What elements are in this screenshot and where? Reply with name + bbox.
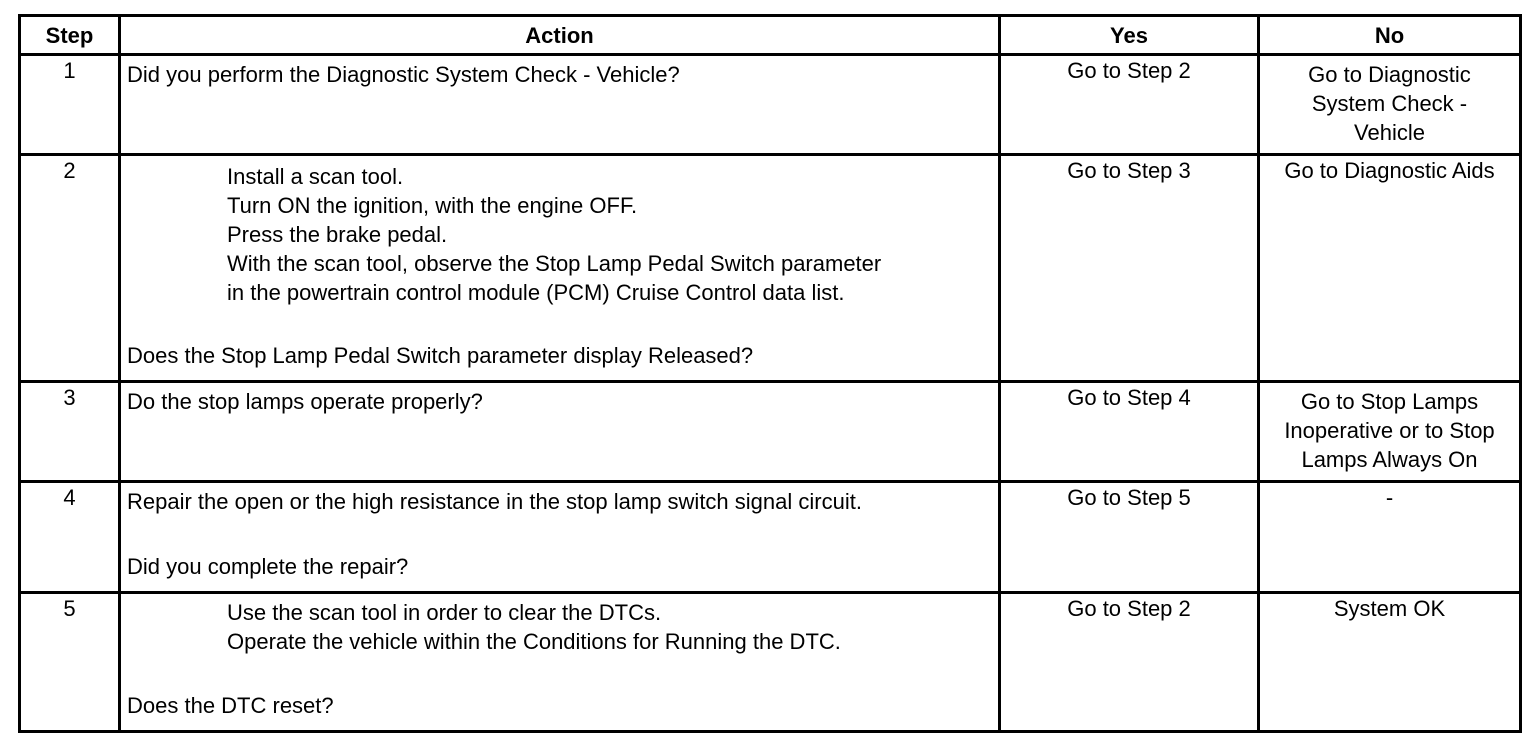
action-cell [120,55,1000,155]
no-cell [1259,155,1521,382]
no-line: Inoperative or to Stop [1284,418,1495,443]
no-cell [1259,593,1521,732]
table-row [20,55,1521,155]
action-cell [120,482,1000,593]
step-number: 5 [20,593,120,732]
instruction-item: Turn ON the ignition, with the engine OFF. [227,193,638,218]
action-cell [120,155,1000,382]
yes-cell: Go to Step 3 [1000,155,1259,382]
action-cell [120,593,1000,732]
header-action: Action [120,16,1000,55]
action-cell [120,382,1000,482]
no-line: Go to Stop Lamps [1300,389,1479,414]
step-number: 4 [20,482,120,593]
instruction-item: Operate the vehicle within the Conditions for Running the DTC. [227,629,841,654]
action-question: Does the Stop Lamp Pedal Switch parameter display Released? [127,343,754,368]
instruction-list [127,156,992,307]
action-text: Do the stop lamps operate properly? [127,389,483,414]
step-number: 1 [20,55,120,155]
diagnostic-table [18,14,1522,733]
step-number: 3 [20,382,120,482]
no-line: - [1385,485,1394,510]
yes-cell: Go to Step 2 [1000,55,1259,155]
no-cell [1259,55,1521,155]
yes-cell: Go to Step 5 [1000,482,1259,593]
no-line: System Check - [1311,91,1468,116]
no-line: Go to Diagnostic Aids [1284,158,1495,183]
table-row [20,482,1521,593]
table-row [20,593,1521,732]
instruction-item: With the scan tool, observe the Stop Lamp Pedal Switch parameter [227,251,882,276]
action-text: Repair the open or the high resistance in the stop lamp switch signal circuit. [127,489,862,514]
action-question: Did you complete the repair? [127,554,409,579]
no-cell [1259,482,1521,593]
header-no: No [1259,16,1521,55]
no-line: Vehicle [1354,120,1425,145]
instruction-item: Install a scan tool. [227,164,404,189]
table-row [20,155,1521,382]
header-row [20,16,1521,55]
step-number: 2 [20,155,120,382]
yes-cell: Go to Step 4 [1000,382,1259,482]
action-question: Does the DTC reset? [127,693,334,718]
no-cell [1259,382,1521,482]
instruction-item: in the powertrain control module (PCM) Cruise Control data list. [227,280,845,305]
no-line: Go to Diagnostic [1308,62,1471,87]
no-line: System OK [1333,596,1446,621]
no-line: Lamps Always On [1301,447,1478,472]
table-row [20,382,1521,482]
header-yes: Yes [1000,16,1259,55]
yes-cell: Go to Step 2 [1000,593,1259,732]
instruction-list [127,594,992,656]
header-step: Step [20,16,120,55]
instruction-item: Press the brake pedal. [227,222,448,247]
instruction-item: Use the scan tool in order to clear the DTCs. [227,600,662,625]
action-text: Did you perform the Diagnostic System Check - Vehicle? [127,62,680,87]
